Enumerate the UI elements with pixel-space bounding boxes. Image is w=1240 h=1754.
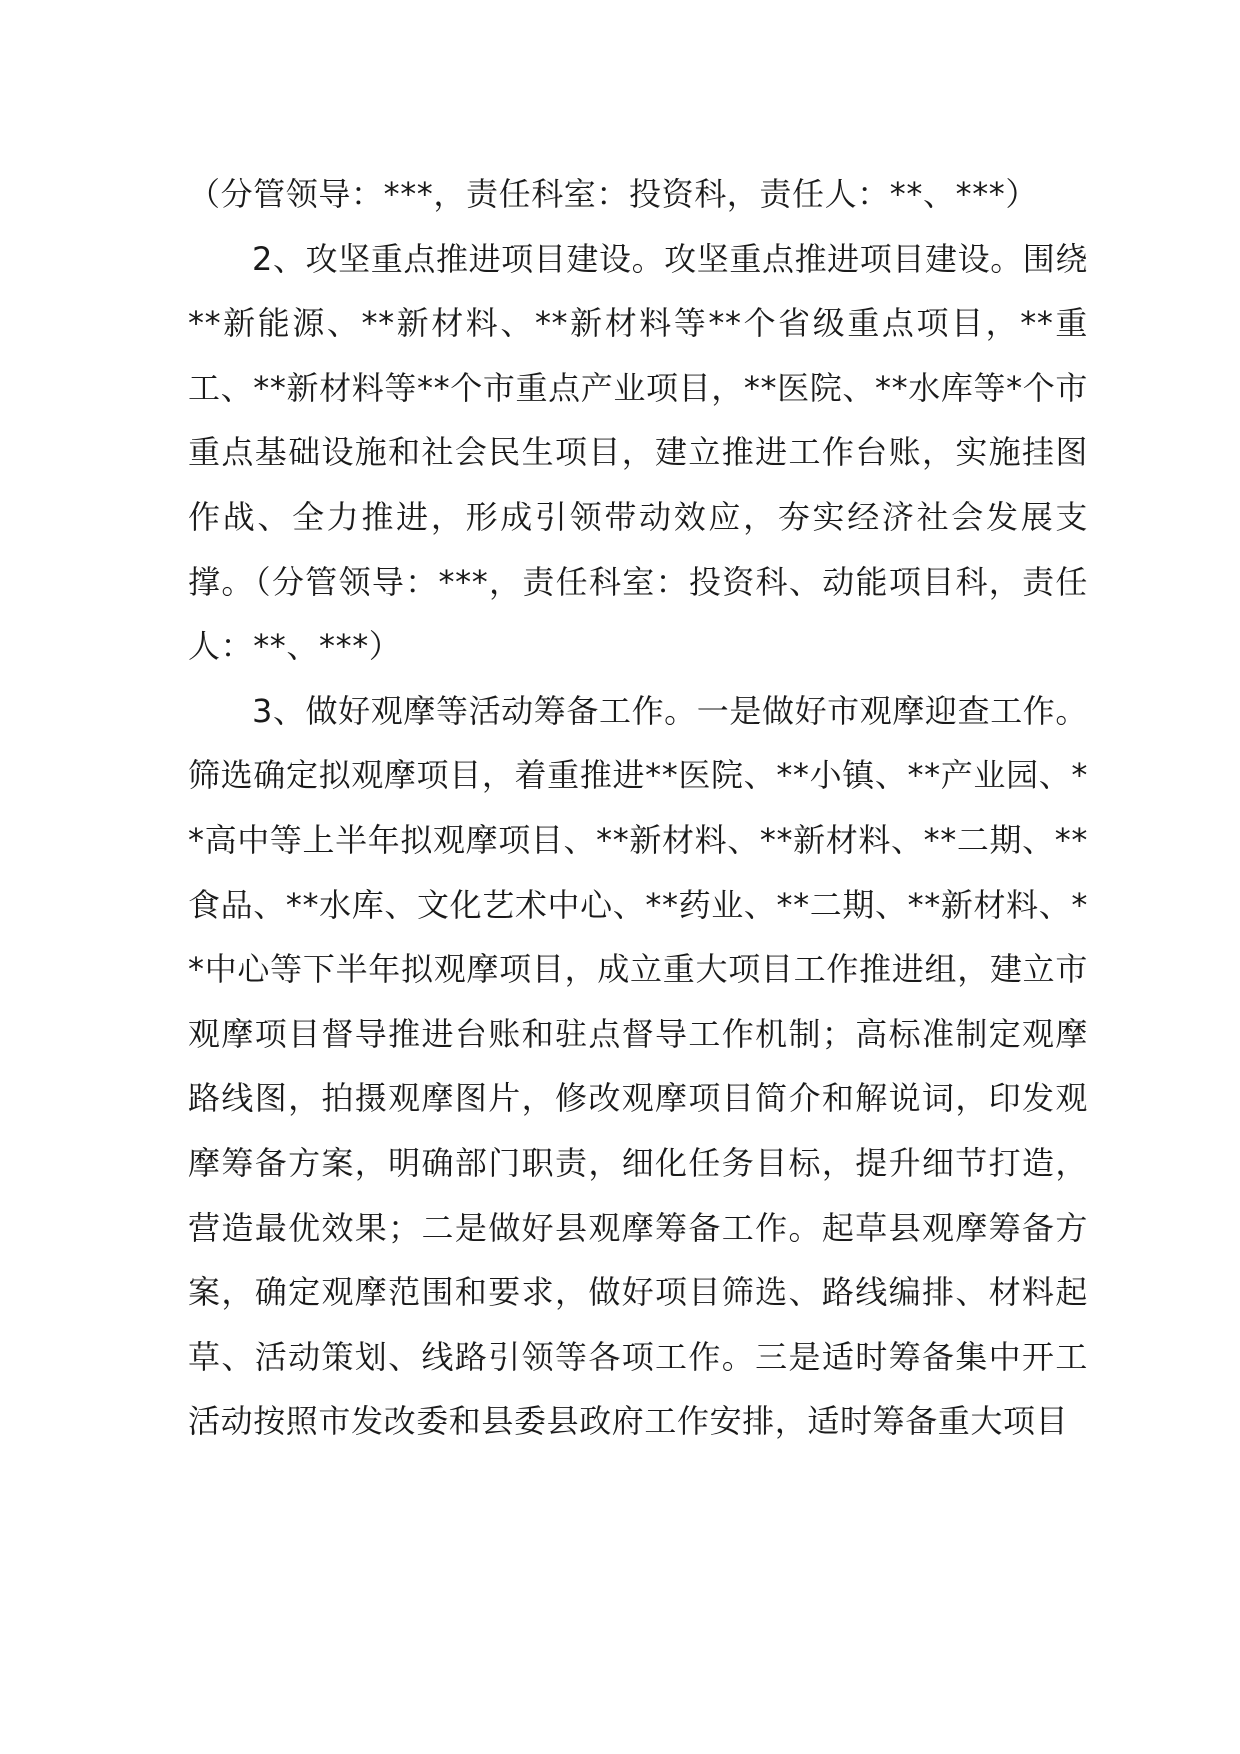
document-body	[188, 162, 1088, 1454]
paragraph-observation-preparation: 3、做好观摩等活动筹备工作。一是做好市观摩迎查工作。筛选确定拟观摩项目，着重推进**医院、**小镇、**产业园、**高中等上半年拟观摩项目、**新材料、**新材料、**二期、**食品、**水库、文化艺术中心、**药业、**二期、**新材料、**中心等下半年拟观摩项目，成立重大项目工作推进组，建立市观摩项目督导推进台账和驻点督导工作机制；高标准制定观摩路线图，拍摄观摩图片，修改观摩项目简介和解说词，印发观摩筹备方案，明确部门职责，细化任务目标，提升细节打造，营造最优效果；二是做好县观摩筹备工作。起草县观摩筹备方案，确定观摩范围和要求，做好项目筛选、路线编排、材料起草、活动策划、线路引领等各项工作。三是适时筹备集中开工活动按照市发改委和县委县政府工作安排，适时筹备重大项目	[188, 691, 1088, 1441]
paragraph-key-project-construction: 2、攻坚重点推进项目建设。攻坚重点推进项目建设。围绕**新能源、**新材料、**新材料等**个省级重点项目，**重工、**新材料等**个市重点产业项目，**医院、**水库等*个市重点基础设施和社会民生项目，建立推进工作台账，实施挂图作战、全力推进，形成引领带动效应，夯实经济社会发展支撑。（分管领导：***，责任科室：投资科、动能项目科，责任人：**、***）	[188, 239, 1088, 666]
paragraph-responsibility-note: （分管领导：***，责任科室：投资科，责任人：**、***）	[188, 175, 1039, 213]
